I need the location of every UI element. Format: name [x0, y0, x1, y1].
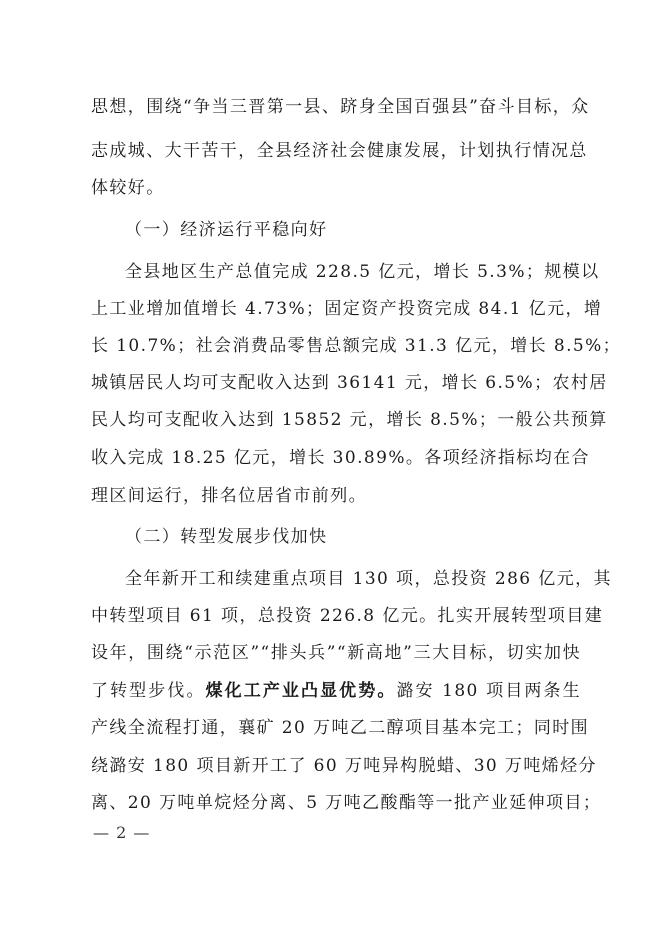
paragraph-3-line-3: 设年，围绕“示范区”“排头兵”“新高地”三大目标，切实加快 [91, 643, 581, 663]
paragraph-3-line-2: 中转型项目 61 项，总投资 226.8 亿元。扎实开展转型项目建 [91, 606, 604, 626]
paragraph-2-line-7: 理区间运行，排名位居省市前列。 [91, 486, 367, 506]
paragraph-2-line-4: 城镇居民人均可支配收入达到 36141 元，增长 6.5%；农村居 [91, 373, 608, 393]
paragraph-3-line-6: 绕潞安 180 项目新开工了 60 万吨异构脱蜡、30 万吨烯烃分 [91, 756, 597, 776]
paragraph-3-line-5: 产线全流程打通，襄矿 20 万吨乙二醇项目基本完工；同时围 [91, 718, 590, 738]
paragraph-2-line-1: 全县地区生产总值完成 228.5 亿元，增长 5.3%；规模以 [125, 262, 600, 282]
section-heading-1: （一）经济运行平稳向好 [125, 220, 328, 240]
bold-highlight-text: 煤化工产业凸显优势。 [205, 681, 397, 701]
paragraph-3-line-4 [91, 679, 581, 703]
paragraph-2-line-6: 收入完成 18.25 亿元，增长 30.89%。各项经济指标均在合 [91, 448, 590, 468]
paragraph-3-line-7: 离、20 万吨单烷烃分离、5 万吨乙酸酯等一批产业延伸项目； [91, 793, 602, 813]
paragraph-2-line-5: 民人均可支配收入达到 15852 元，增长 8.5%；一般公共预算 [91, 410, 608, 430]
paragraph-1-line-1: 思想，围绕“争当三晋第一县、跻身全国百强县”奋斗目标，众 [91, 97, 590, 117]
paragraph-3-line-4-rest: 潞安 180 项目两条生 [396, 681, 582, 701]
paragraph-1-line-3: 体较好。 [91, 178, 165, 198]
page-number: — 2 — [93, 823, 151, 842]
paragraph-1-line-2: 志成城、大干苦干，全县经济社会健康发展，计划执行情况总 [91, 141, 588, 161]
paragraph-2-line-3: 长 10.7%；社会消费品零售总额完成 31.3 亿元，增长 8.5%； [91, 336, 622, 356]
section-heading-2: （二）转型发展步伐加快 [125, 527, 328, 547]
paragraph-3-line-4-text: 了转型步伐。 [91, 681, 206, 701]
paragraph-2-line-2: 上工业增加值增长 4.73%；固定资产投资完成 84.1 亿元，增 [91, 299, 603, 319]
paragraph-3-line-1: 全年新开工和续建重点项目 130 项，总投资 286 亿元，其 [125, 569, 612, 589]
